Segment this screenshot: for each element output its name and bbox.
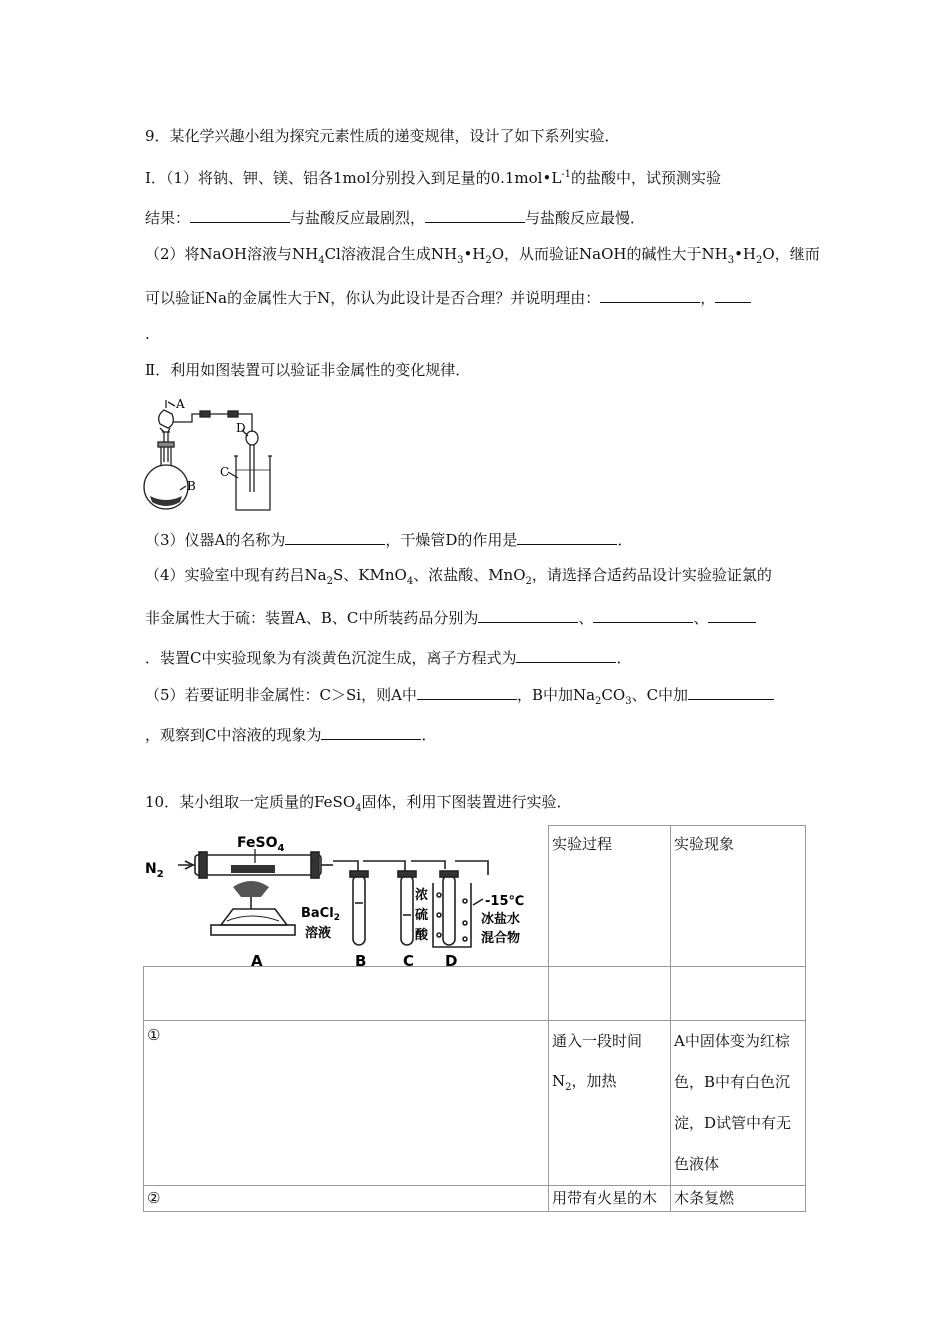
label-c: C	[220, 465, 230, 479]
figure-cell	[144, 826, 549, 967]
q9-part4-line2: 非金属性大于硫：装置A、B、C中所装药品分别为 、 、	[145, 606, 756, 628]
label-d: D	[236, 421, 246, 435]
q9-part4-line1: （4）实验室中现有药吕$Na_2S$、KMnO$_4$、浓盐酸、MnO$_2$，请选择合适药品设计实验验证氯的	[145, 566, 772, 587]
experiment-table	[143, 825, 806, 1212]
label-conc-3: 酸	[415, 928, 429, 943]
label-n2: $N_2$	[145, 861, 164, 880]
q9-part2-heading: Ⅱ．利用如图装置可以验证非金属性的变化规律．	[145, 361, 471, 379]
answer-blank[interactable]	[593, 606, 693, 623]
answer-blank[interactable]	[688, 683, 774, 700]
answer-blank[interactable]	[417, 683, 517, 700]
label-a: A	[251, 952, 263, 970]
row1-process: 通入一段时间 $N_2$，加热	[549, 1021, 671, 1186]
blank-cell	[671, 967, 806, 1021]
q9-part2-line1: （2）将NaOH溶液与$NH_4Cl$溶液混合生成$NH_3•H_2O$，从而验证NaOH的碱性大于$NH_3•H_2O$，继而	[145, 245, 820, 266]
label-feso4: FeSO$_4$	[237, 835, 285, 854]
q9-part5-line1: （5）若要证明非金属性：C＞Si，则A中 ，B中加$Na_2CO_3$、C中加	[145, 683, 774, 712]
q9-part4-line3: ．装置C中实验现象为有淡黄色沉淀生成，离子方程式为 ．	[145, 646, 632, 668]
separatory-funnel-a	[159, 410, 174, 428]
header-phenomenon: 实验现象	[671, 826, 806, 967]
q9-part1-line2: 结果： 与盐酸反应最剧烈， 与盐酸反应最慢．	[145, 206, 645, 228]
answer-blank[interactable]	[425, 206, 525, 223]
q9-part3: （3）仪器A的名称为 ，干燥管D的作用是 ．	[145, 528, 632, 550]
row2-number: ②	[144, 1186, 549, 1212]
row2-phenomenon: 木条复燃	[671, 1186, 806, 1212]
apparatus-figure-1	[140, 392, 280, 517]
answer-blank[interactable]	[190, 206, 290, 223]
q9-part1-line1: Ⅰ．（1）将钠、钾、镁、铝各1mol分别投入到足量的$0.1mol•L^{-1}$的盐酸中，试预测实验	[145, 169, 722, 187]
label-conc-2: 硫	[415, 908, 429, 923]
q10-title: 10．某小组取一定质量的FeSO$_4$固体，利用下图装置进行实验．	[145, 793, 572, 814]
answer-blank[interactable]	[715, 286, 751, 303]
answer-blank[interactable]	[600, 286, 700, 303]
answer-blank[interactable]	[285, 528, 385, 545]
label-bacl2: BaCl$_2$	[301, 906, 340, 923]
label-temp: -15℃	[485, 894, 525, 909]
row1-number: ①	[144, 1021, 549, 1186]
label-d: D	[445, 952, 458, 970]
answer-blank[interactable]	[516, 646, 616, 663]
answer-blank[interactable]	[478, 606, 578, 623]
row2-process: 用带有火星的木	[549, 1186, 671, 1212]
blank-cell	[144, 967, 549, 1021]
label-bacl2-solution: 溶液	[305, 926, 332, 941]
label-b: B	[187, 479, 196, 493]
label-a: A	[176, 397, 185, 411]
q9-part5-line2: ，观察到C中溶液的现象为 ．	[145, 723, 437, 745]
row1-phenomenon: A中固体变为红棕 色，B中有白色沉 淀，D试管中有无 色液体	[671, 1021, 806, 1186]
label-c: C	[403, 952, 415, 970]
q9-title: 9．某化学兴趣小组为探究元素性质的递变规律，设计了如下系列实验．	[145, 127, 620, 145]
blank-cell	[549, 967, 671, 1021]
label-conc-1: 浓	[415, 888, 429, 903]
answer-blank[interactable]	[321, 723, 421, 740]
answer-blank[interactable]	[708, 606, 756, 623]
label-ice-1: 冰盐水	[481, 912, 521, 927]
q9-part2-line2: 可以验证Na的金属性大于N，你认为此设计是否合理？并说明理由： ，	[145, 286, 751, 308]
answer-blank[interactable]	[517, 528, 617, 545]
q9-part2-line3: .	[145, 325, 150, 343]
label-b: B	[355, 952, 367, 970]
label-ice-2: 混合物	[481, 931, 521, 946]
header-process: 实验过程	[549, 826, 671, 967]
